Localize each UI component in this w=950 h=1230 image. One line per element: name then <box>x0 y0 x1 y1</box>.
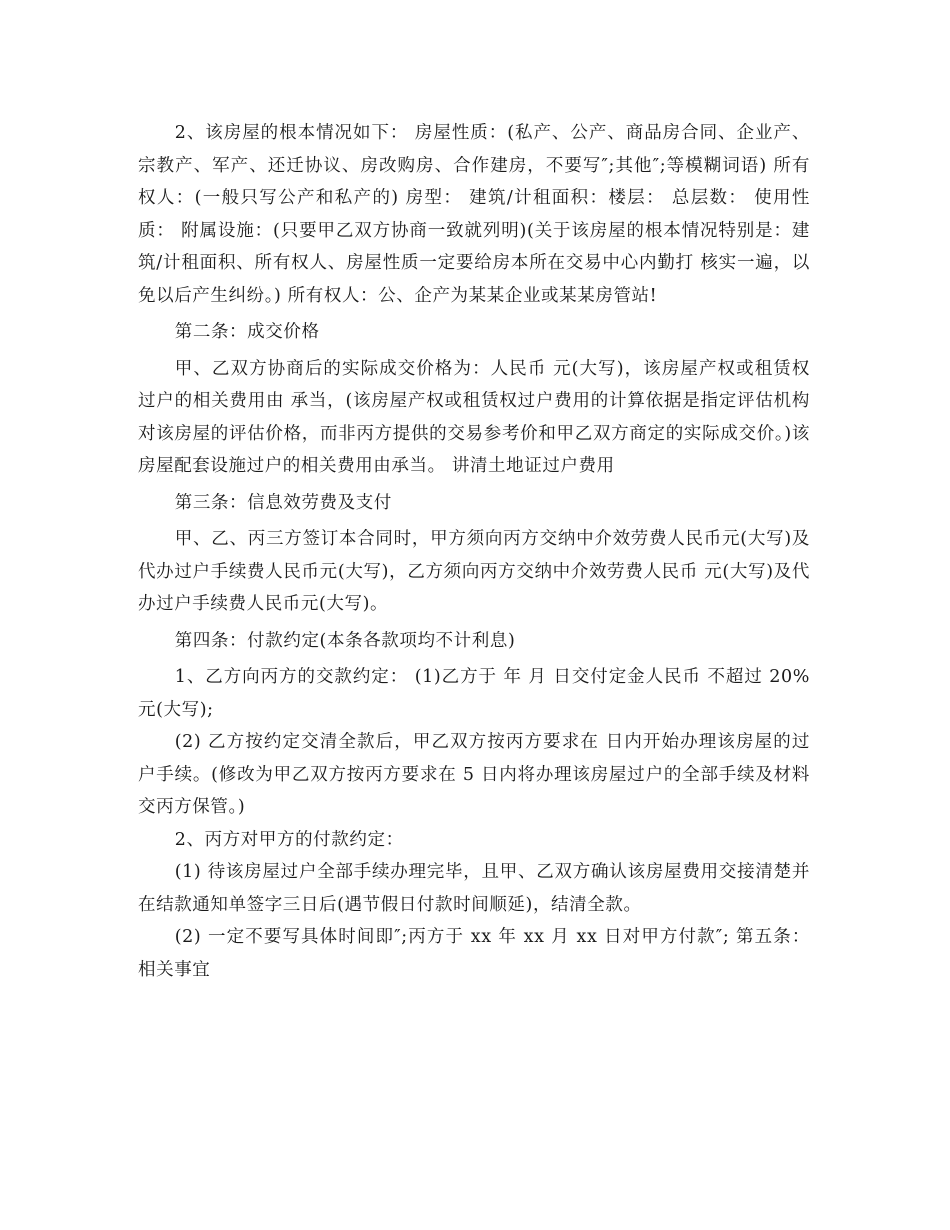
section-heading-article-4: 第四条：付款约定(本条各款项均不计利息) <box>174 630 516 651</box>
paragraph-buyer-deposit: 1、乙方向丙方的交款约定： (1)乙方于 年 月 日交付定金人民币 不超过 20%元(大写); <box>138 667 810 720</box>
paragraph-service-fee: 甲、乙、丙三方签订本合同时，甲方须向丙方交纳中介效劳费人民币元(大写)及代办过户手续费人民币元(大写)，乙方须向丙方交纳中介效劳费人民币 元(大写)及代办过户手续费人民币元(大写)。 <box>138 529 810 614</box>
section-heading-article-2: 第二条：成交价格 <box>174 322 320 342</box>
paragraph-payment-date-note: (2) 一定不要写具体时间即″;丙方于 xx 年 xx 月 xx 日对甲方付款″; 第五条：相关事宜 <box>138 927 810 980</box>
paragraph-property-basic-info: 2、该房屋的根本情况如下： 房屋性质：(私产、公产、商品房合同、企业产、宗教产、军产、还迁协议、房改购房、合作建房，不要写″;其他″;等模糊词语) 所有权人：(一般只写公产和私产的) 房型： 建筑/计租面积：楼层： 总层数： 使用性质： 附属设施：(只要甲乙双方协商一致就列明)(关于该房屋的根本情况特别是：建筑/计租面积、所有权人、房屋性质一定要给房本所在交易中心内勤打 核实一遍，以免以后产生纠纷。) 所有权人：公、企产为某某企业或某某房管站! <box>138 123 810 306</box>
section-heading-article-3: 第三条：信息效劳费及支付 <box>174 492 392 513</box>
paragraph-settlement: (1) 待该房屋过户全部手续办理完毕，且甲、乙双方确认该房屋费用交接清楚并在结款通知单签字三日后(遇节假日付款时间顺延)，结清全款。 <box>138 862 810 915</box>
paragraph-transfer-procedure: (2) 乙方按约定交清全款后，甲乙双方按丙方要求在 日内开始办理该房屋的过户手续。(修改为甲乙双方按丙方要求在 5 日内将办理该房屋过户的全部手续及材料交丙方保管。) <box>138 732 810 817</box>
document-body <box>138 117 810 986</box>
paragraph-payment-to-seller: 2、丙方对甲方的付款约定： <box>174 829 404 850</box>
paragraph-transaction-price: 甲、乙双方协商后的实际成交价格为：人民币 元(大写)，该房屋产权或租赁权过户的相关费用由 承当，(该房屋产权或租赁权过户费用的计算依据是指定评估机构对该房屋的评估价格，而非丙方提供的交易参考价和甲乙双方商定的实际成交价。)该房屋配套设施过户的相关费用由承当。 讲清土地证过户费用 <box>138 358 810 476</box>
